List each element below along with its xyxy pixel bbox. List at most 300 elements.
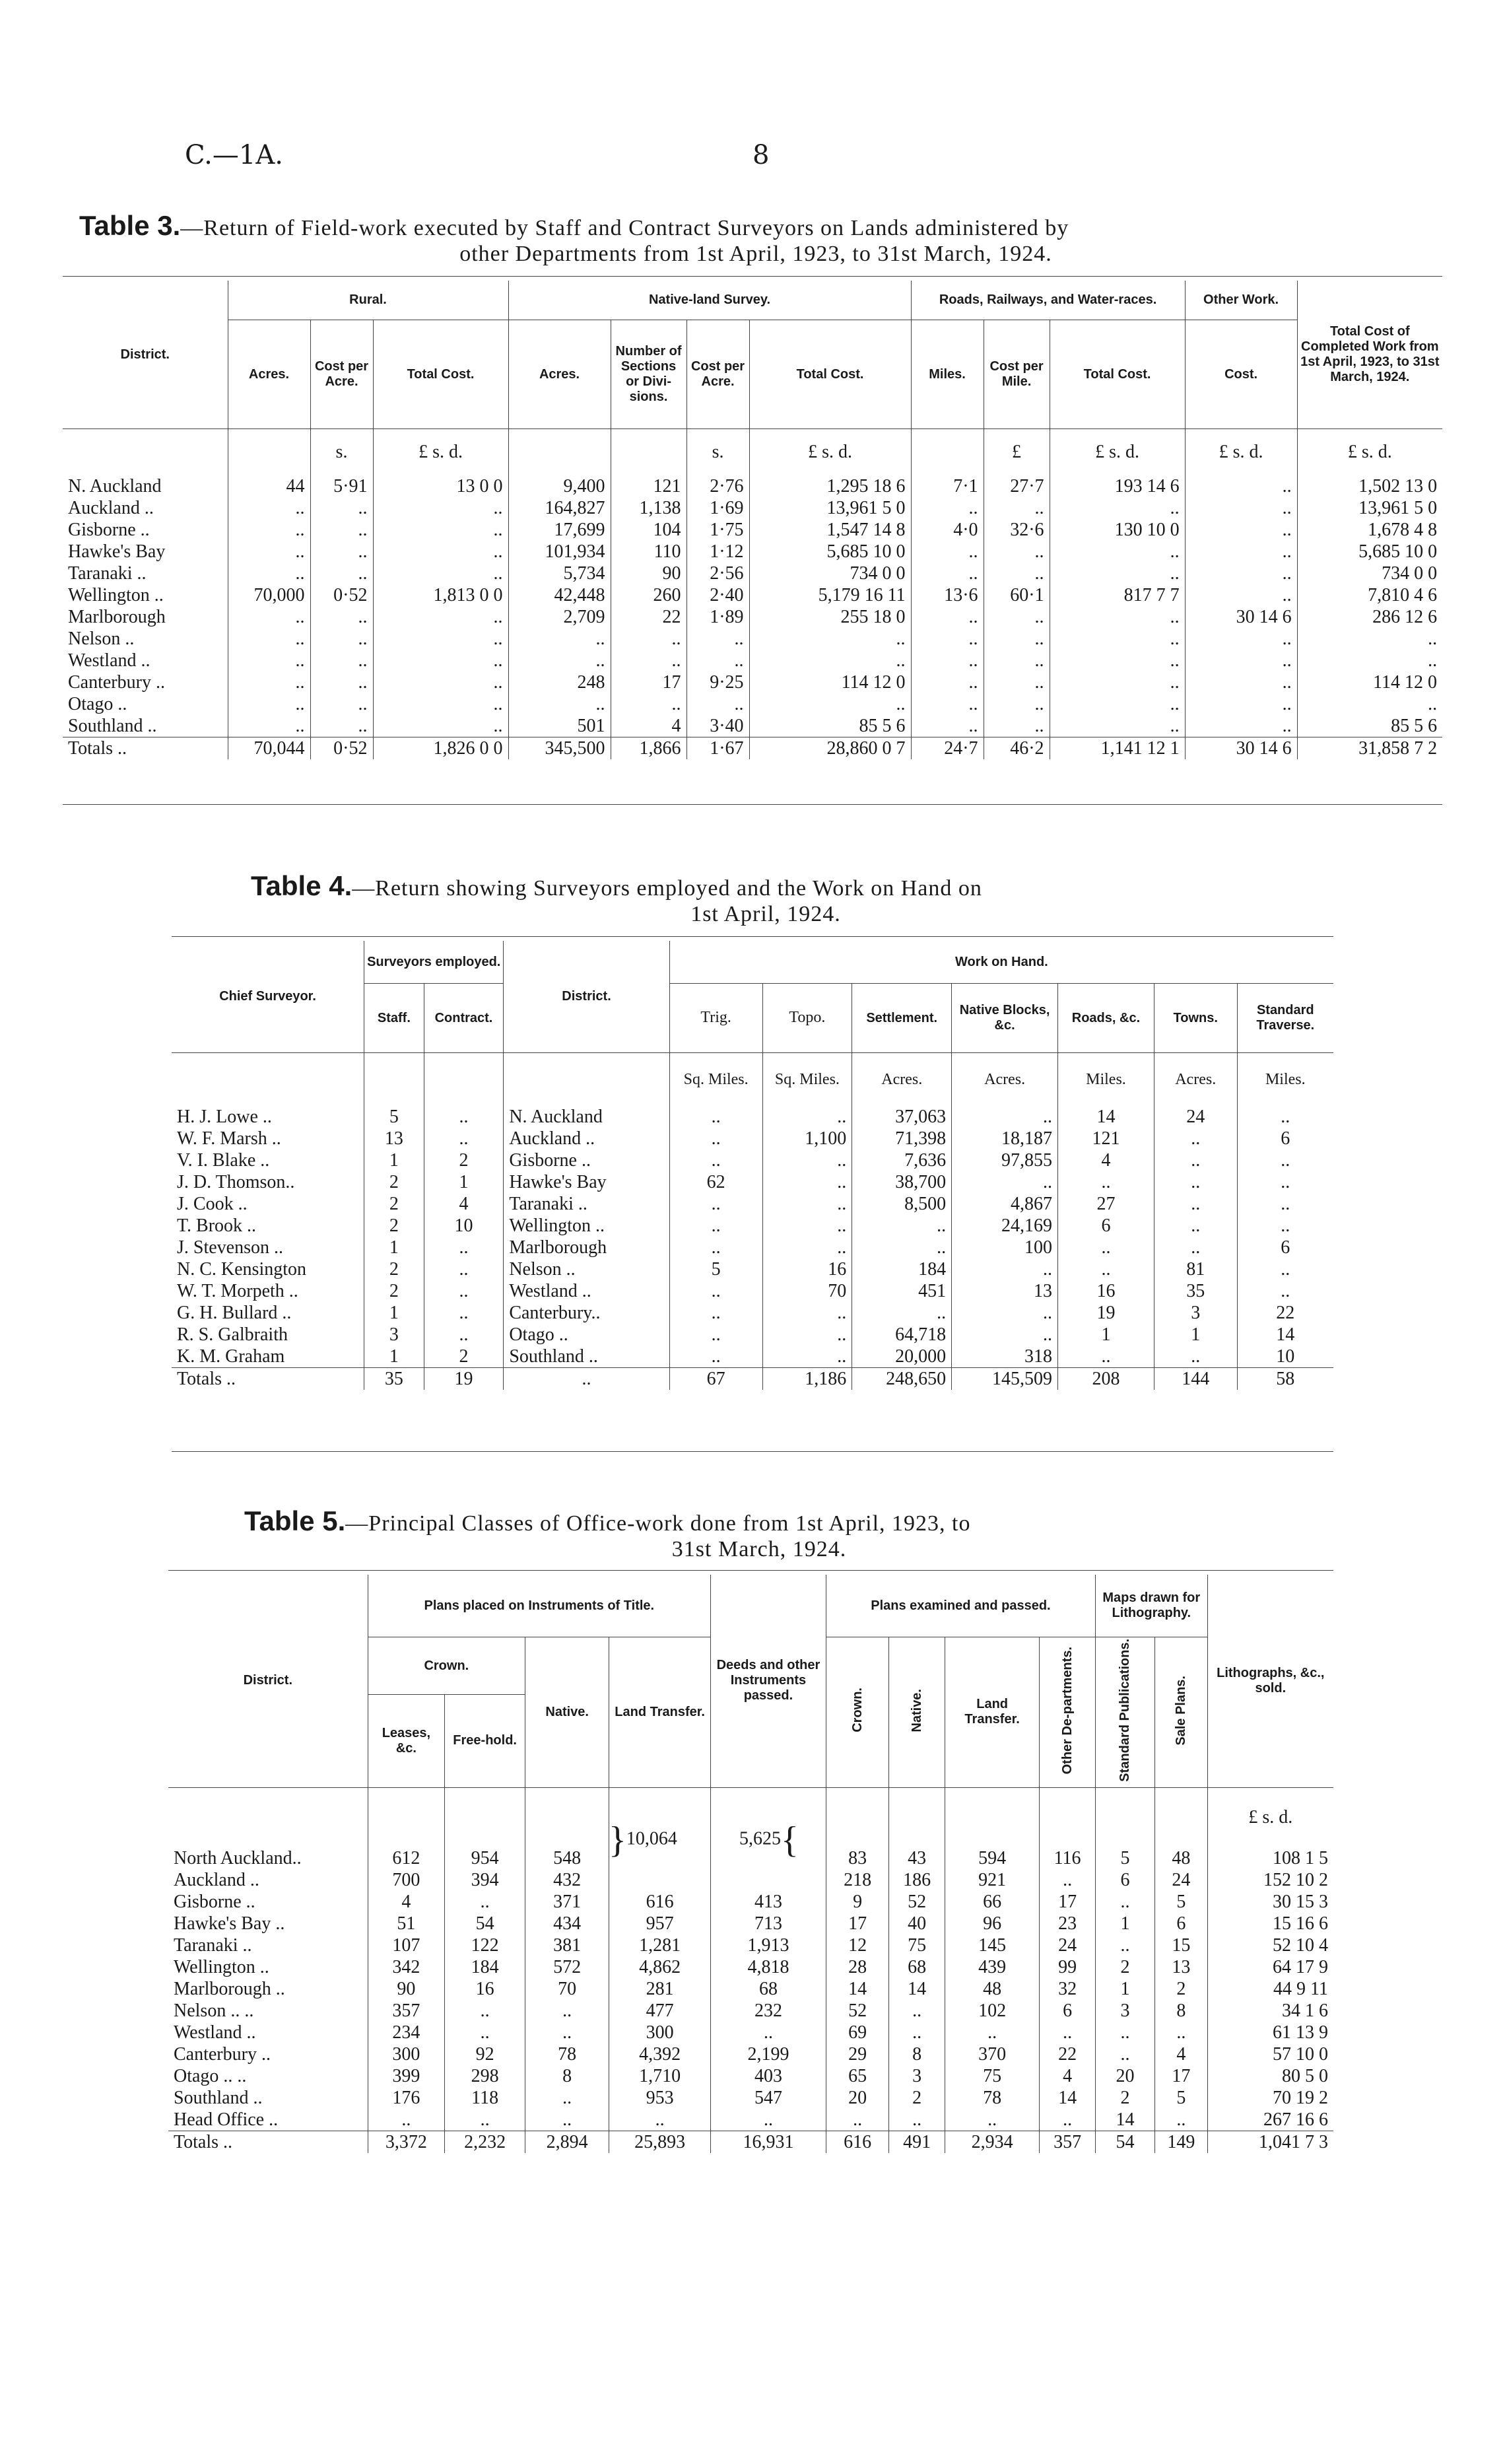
table4-cell: 97,855	[952, 1149, 1058, 1171]
table5-totals-row	[168, 2131, 1333, 2153]
table3-cell: 114 12 0	[749, 671, 911, 693]
table5-cell: 5	[1155, 2087, 1208, 2109]
table5-cell: ..	[525, 2087, 609, 2109]
table3-row	[63, 671, 1442, 693]
table5-cell: 17	[826, 1913, 888, 1934]
table4-cell: 2	[364, 1171, 424, 1193]
table4-cell: ..	[424, 1258, 504, 1280]
table4-cell: 35	[1154, 1280, 1237, 1302]
table3-cell: ..	[984, 671, 1050, 693]
table5-cell: ..	[826, 2109, 888, 2131]
table4-cell: 24,169	[952, 1215, 1058, 1237]
table3-cell: 2·56	[686, 563, 749, 584]
table4-cell: H. J. Lowe ..	[177, 1107, 272, 1127]
table3-cell: ..	[310, 497, 373, 519]
table4-cell: ..	[1154, 1193, 1237, 1215]
table3-cell: ..	[310, 671, 373, 693]
table4-label: Table 4.	[251, 870, 352, 901]
table3-cell: 70,000	[228, 584, 310, 606]
table4-cell: W. F. Marsh ..	[177, 1128, 281, 1149]
table5-cell: 70 19 2	[1207, 2087, 1333, 2109]
table5-cell: 52 10 4	[1207, 1934, 1333, 1956]
table4-cell: 318	[952, 1346, 1058, 1368]
table4-cell: 121	[1058, 1128, 1154, 1149]
t5-header-other-depts: Other De-partments.	[1040, 1637, 1096, 1788]
table4-cell: V. I. Blake ..	[177, 1150, 270, 1171]
t3-header-native: Native-land Survey.	[508, 281, 911, 320]
table4-cell: ..	[1237, 1258, 1333, 1280]
table5-cell: 29	[826, 2043, 888, 2065]
table4-cell: 184	[852, 1258, 952, 1280]
t5-header-standard-pubs: Standard Publications.	[1096, 1637, 1155, 1788]
table3-cell: 5,685 10 0	[749, 541, 911, 563]
table5-cell: 118	[445, 2087, 525, 2109]
table4-cell: ..	[952, 1258, 1058, 1280]
table3-cell: ..	[749, 693, 911, 715]
table3-cell: 286 12 6	[1297, 606, 1442, 628]
table3-cell: ..	[984, 715, 1050, 737]
table3-cell: ..	[1050, 671, 1185, 693]
table4-cell: ..	[952, 1171, 1058, 1193]
table5-cell: 176	[368, 2087, 445, 2109]
table5-cell: ..	[1096, 2043, 1155, 2065]
table5-cell: 2,199	[711, 2043, 826, 2065]
table5-cell: 15	[1155, 1934, 1208, 1956]
table3-row	[63, 584, 1442, 606]
table5-cell: 68	[711, 1978, 826, 2000]
table3-cell: ..	[1185, 628, 1297, 650]
table3-cell: ..	[1185, 650, 1297, 671]
table4-cell: ..	[669, 1237, 762, 1258]
table5-cell: 4	[1155, 2043, 1208, 2065]
table5-cell: 102	[945, 2000, 1040, 2022]
table3-cell: 734 0 0	[749, 563, 911, 584]
table5-cell: ..	[1096, 1891, 1155, 1913]
table4-cell: Westland ..	[504, 1280, 669, 1302]
table5-cell: ..	[889, 2022, 945, 2043]
table3-cell: ..	[984, 693, 1050, 715]
table5-total-cell: 491	[889, 2131, 945, 2153]
table5-cell: 2	[1096, 2087, 1155, 2109]
table3-cell: 121	[611, 475, 686, 497]
table3-cell: ..	[1185, 497, 1297, 519]
table5-cell: 75	[945, 2065, 1040, 2087]
table3-cell: ..	[373, 519, 508, 541]
t3-header-acres: Acres.	[228, 320, 310, 429]
table4-cell: 20,000	[852, 1346, 952, 1368]
t5-header-crown-examined: Crown.	[826, 1637, 888, 1788]
table4-cell: ..	[762, 1215, 852, 1237]
table3-cell: ..	[228, 715, 310, 737]
table4-cell: 81	[1154, 1258, 1237, 1280]
table5-cell: 267 16 6	[1207, 2109, 1333, 2131]
table4-cell: ..	[762, 1106, 852, 1128]
table4-cell: 2	[424, 1346, 504, 1368]
t4-units-row: Sq. Miles. Sq. Miles. Acres. Acres. Miles. Acres. Miles.	[172, 1053, 1333, 1107]
table4-cell: 19	[1058, 1302, 1154, 1324]
table3-cell: 501	[508, 715, 611, 737]
table5-cell: 145	[945, 1934, 1040, 1956]
table4-total-cell: 1,186	[762, 1368, 852, 1390]
table5-cell: 17	[1155, 2065, 1208, 2087]
table4	[172, 941, 1333, 1390]
table5-cell: 4,862	[609, 1956, 711, 1978]
t3-header-native-acres: Acres.	[508, 320, 611, 429]
table3	[63, 281, 1442, 759]
t4-header-chief: Chief Surveyor.	[172, 941, 364, 1053]
t5-header-freehold: Free-hold.	[445, 1695, 525, 1788]
table3-cell: 255 18 0	[749, 606, 911, 628]
table5-cell: 281	[609, 1978, 711, 2000]
table3-cell: ..	[373, 541, 508, 563]
table4-cell: ..	[1154, 1215, 1237, 1237]
t3-header-other-cost: Cost.	[1185, 320, 1297, 429]
table5-cell: ..	[445, 2022, 525, 2043]
table5-cell: ..	[945, 2022, 1040, 2043]
table5-cell: 1,710	[609, 2065, 711, 2087]
table5-cell: 439	[945, 1956, 1040, 1978]
table5-total-cell: 3,372	[368, 2131, 445, 2153]
table5-total-cell: Totals ..	[168, 2131, 368, 2153]
table4-cell: 62	[669, 1171, 762, 1193]
table5-cell: 394	[445, 1869, 525, 1891]
table3-cell: 5,179 16 11	[749, 584, 911, 606]
table3-cell: ..	[911, 606, 984, 628]
table4-cell: 1	[424, 1171, 504, 1193]
table5-cell: 9	[826, 1891, 888, 1913]
table4-cell: 1	[364, 1346, 424, 1368]
t4-header-employed: Surveyors employed.	[364, 941, 504, 984]
table3-title-line2: other Departments from 1st April, 1923, to 31st March, 1924.	[459, 242, 1052, 266]
table3-total-cell: 46·2	[984, 737, 1050, 760]
table5-cell: 23	[1040, 1913, 1096, 1934]
table5-cell: 8	[889, 2043, 945, 2065]
table4-cell: 6	[1058, 1215, 1154, 1237]
table4-cell: J. Stevenson ..	[177, 1237, 283, 1258]
table4-cell: 1	[364, 1302, 424, 1324]
table3-total-cell: 1,866	[611, 737, 686, 760]
table4-cell: 18,187	[952, 1128, 1058, 1149]
t3-header-district: District.	[63, 281, 228, 429]
table4-cell: ..	[1237, 1215, 1333, 1237]
table4-total-cell: 67	[669, 1368, 762, 1390]
table4-cell: 451	[852, 1280, 952, 1302]
table3-cell: Nelson ..	[68, 629, 135, 649]
table3-cell: ..	[984, 628, 1050, 650]
table5-cell: Marlborough ..	[174, 1978, 285, 1999]
table3-row	[63, 497, 1442, 519]
table4-cell: 71,398	[852, 1128, 952, 1149]
table5-cell: 8	[525, 2065, 609, 2087]
table3-cell: ..	[1185, 541, 1297, 563]
table5-cell: 24	[1155, 1869, 1208, 1891]
table5-cell: North Auckland..	[174, 1847, 302, 1868]
table4-cell: 1	[1154, 1324, 1237, 1346]
table4-cell: 16	[1058, 1280, 1154, 1302]
table4-cell: ..	[1237, 1149, 1333, 1171]
table5-cell: 957	[609, 1913, 711, 1934]
table3-cell: 30 14 6	[1185, 606, 1297, 628]
table3-cell: ..	[508, 628, 611, 650]
table3-cell: ..	[911, 650, 984, 671]
table5-cell: ..	[1155, 2109, 1208, 2131]
table3-cell: 164,827	[508, 497, 611, 519]
table4-cell: 14	[1237, 1324, 1333, 1346]
t4-header-contract: Contract.	[424, 984, 504, 1053]
table5-row	[168, 1913, 1333, 1934]
table3-cell: ..	[1050, 693, 1185, 715]
table4-cell: 13	[364, 1128, 424, 1149]
table5-cell: ..	[525, 2022, 609, 2043]
page-number: 8	[752, 140, 770, 170]
table5-cell: 1	[1096, 1913, 1155, 1934]
table5-cell: 20	[826, 2087, 888, 2109]
table5-cell: 80 5 0	[1207, 2065, 1333, 2087]
table3-cell: ..	[911, 497, 984, 519]
table5-cell: 399	[368, 2065, 445, 2087]
t5-header-native-examined: Native.	[889, 1637, 945, 1788]
table3-row	[63, 606, 1442, 628]
table4-row	[172, 1280, 1333, 1302]
table5-cell	[711, 1869, 826, 1891]
table3-cell: ..	[1050, 541, 1185, 563]
table3-cell: ..	[1185, 519, 1297, 541]
table3-cell: ..	[373, 715, 508, 737]
table5-total-cell: 2,934	[945, 2131, 1040, 2153]
table5-cell: 8	[1155, 2000, 1208, 2022]
table5-cell: 403	[711, 2065, 826, 2087]
table5-cell: 122	[445, 1934, 525, 1956]
table5-cell: ..	[945, 2109, 1040, 2131]
table4-cell: 2	[364, 1258, 424, 1280]
table5-cell: 17	[1040, 1891, 1096, 1913]
table5-cell: 68	[889, 1956, 945, 1978]
table3-cell: 817 7 7	[1050, 584, 1185, 606]
table5-cell: ..	[525, 2000, 609, 2022]
table5-cell: Gisborne ..	[174, 1891, 255, 1912]
table3-cell: 1,813 0 0	[373, 584, 508, 606]
table3-cell: ..	[310, 715, 373, 737]
table5-cell: 2	[1096, 1956, 1155, 1978]
table5-cell: 5	[1096, 1847, 1155, 1869]
table4-cell: ..	[669, 1302, 762, 1324]
table4-cell: J. D. Thomson..	[177, 1172, 295, 1192]
table5-cell: 4,818	[711, 1956, 826, 1978]
table4-cell: ..	[424, 1302, 504, 1324]
t5-header-plans-placed: Plans placed on Instruments of Title.	[368, 1575, 710, 1637]
table5-total-cell: 149	[1155, 2131, 1208, 2153]
table4-total-cell: 19	[424, 1368, 504, 1390]
table3-cell: Hawke's Bay	[68, 541, 166, 562]
table4-total-cell: 248,650	[852, 1368, 952, 1390]
table5-cell: 700	[368, 1869, 445, 1891]
table5-cell: Auckland ..	[174, 1869, 259, 1890]
table4-cell: ..	[852, 1237, 952, 1258]
table3-total-cell: 24·7	[911, 737, 984, 760]
t3-header-roads: Roads, Railways, and Water-races.	[911, 281, 1185, 320]
table4-cell: 6	[1237, 1128, 1333, 1149]
table5-cell: 6	[1096, 1869, 1155, 1891]
table3-cell: 3·40	[686, 715, 749, 737]
table3-cell: 114 12 0	[1297, 671, 1442, 693]
table4-cell: G. H. Bullard ..	[177, 1303, 292, 1323]
table3-caption	[79, 210, 1432, 267]
table4-cell: 2	[364, 1215, 424, 1237]
table3-label: Table 3.	[79, 210, 181, 241]
t5-header-sale-plans: Sale Plans.	[1155, 1637, 1208, 1788]
table5-cell: Canterbury ..	[174, 2043, 271, 2065]
t3-header-native-total-cost: Total Cost.	[749, 320, 911, 429]
table5-cell: ..	[1096, 1934, 1155, 1956]
table3-cell: ..	[373, 563, 508, 584]
table3-cell: 260	[611, 584, 686, 606]
t4-header-settlement: Settlement.	[852, 984, 952, 1053]
t5-header-land-transfer: Land Transfer.	[609, 1637, 711, 1788]
table5-cell: Nelson .. ..	[174, 2000, 254, 2021]
table3-cell: 27·7	[984, 475, 1050, 497]
table4-total-cell: 144	[1154, 1368, 1237, 1390]
table4-cell: 1,100	[762, 1128, 852, 1149]
table4-cell: ..	[1154, 1149, 1237, 1171]
table3-cell: 1,502 13 0	[1297, 475, 1442, 497]
table3-cell: ..	[1185, 671, 1297, 693]
table5-cell: ..	[1096, 2022, 1155, 2043]
table4-cell: 10	[424, 1215, 504, 1237]
table3-totals-row	[63, 737, 1442, 760]
table5-cell: 3	[889, 2065, 945, 2087]
table4-cell: K. M. Graham	[177, 1346, 285, 1367]
table5-cell: ..	[368, 2109, 445, 2131]
table5-cell: 186	[889, 1869, 945, 1891]
table5-cell: 54	[445, 1913, 525, 1934]
table5-cell: 612	[368, 1847, 445, 1869]
table3-cell: ..	[611, 693, 686, 715]
table4-row	[172, 1193, 1333, 1215]
t4-header-staff: Staff.	[364, 984, 424, 1053]
table3-cell: Gisborne ..	[68, 520, 150, 540]
table4-cell: 2	[424, 1149, 504, 1171]
table4-row	[172, 1237, 1333, 1258]
table5-cell: 298	[445, 2065, 525, 2087]
table4-cell: ..	[424, 1324, 504, 1346]
t4-header-roads: Roads, &c.	[1058, 984, 1154, 1053]
table5-cell: ..	[711, 2109, 826, 2131]
table4-cell: ..	[762, 1324, 852, 1346]
table5-cell: 51	[368, 1913, 445, 1934]
table3-cell: 1·75	[686, 519, 749, 541]
table3-cell: ..	[228, 650, 310, 671]
table3-cell: 1,547 14 8	[749, 519, 911, 541]
table5-row	[168, 2109, 1333, 2131]
table3-cell: 1·69	[686, 497, 749, 519]
table5-cell: 52	[889, 1891, 945, 1913]
table5-cell: 152 10 2	[1207, 1869, 1333, 1891]
table3-cell: ..	[228, 671, 310, 693]
table5-cell: 16	[445, 1978, 525, 2000]
table5-cell: 30 15 3	[1207, 1891, 1333, 1913]
table3-cell: ..	[1185, 563, 1297, 584]
t3-header-total-cost: Total Cost.	[373, 320, 508, 429]
table5-row	[168, 1869, 1333, 1891]
table5-cell: 300	[609, 2022, 711, 2043]
table4-cell: ..	[1058, 1237, 1154, 1258]
table4-cell: ..	[669, 1149, 762, 1171]
table5-row	[168, 2043, 1333, 2065]
table5-cell: 713	[711, 1913, 826, 1934]
t4-header-towns: Towns.	[1154, 984, 1237, 1053]
t4-header-work: Work on Hand.	[669, 941, 1333, 984]
table3-cell: ..	[228, 628, 310, 650]
table5-cell: 108 1 5	[1207, 1847, 1333, 1869]
table3-cell: Canterbury ..	[68, 672, 165, 693]
table5	[168, 1575, 1333, 2153]
table4-caption	[251, 870, 1281, 927]
table4-cell: T. Brook ..	[177, 1215, 257, 1236]
table3-total-cell: Totals ..	[63, 737, 228, 760]
table3-cell: ..	[373, 497, 508, 519]
table4-cell: ..	[669, 1280, 762, 1302]
table5-cell: Otago .. ..	[174, 2065, 247, 2086]
table5-cell: 83	[826, 1847, 888, 1869]
table5-cell: 14	[1096, 2109, 1155, 2131]
table3-cell: 13,961 5 0	[1297, 497, 1442, 519]
table3-cell: ..	[611, 628, 686, 650]
table3-cell: 104	[611, 519, 686, 541]
table4-cell: 14	[1058, 1106, 1154, 1128]
table4-cell: Nelson ..	[504, 1258, 669, 1280]
table3-cell: ..	[1050, 715, 1185, 737]
table5-cell: ..	[445, 2000, 525, 2022]
table5-cell: ..	[609, 2109, 711, 2131]
table3-cell: 9·25	[686, 671, 749, 693]
table4-cell: Canterbury..	[504, 1302, 669, 1324]
table5-cell: 65	[826, 2065, 888, 2087]
table3-cell: Auckland ..	[68, 498, 154, 518]
table5-cell: 20	[1096, 2065, 1155, 2087]
table3-cell: ..	[749, 650, 911, 671]
table5-cell: ..	[711, 2022, 826, 2043]
table5-cell: 1,281	[609, 1934, 711, 1956]
table4-cell: 27	[1058, 1193, 1154, 1215]
table3-cell: ..	[310, 693, 373, 715]
table3-cell: ..	[1050, 497, 1185, 519]
table4-cell: ..	[762, 1346, 852, 1368]
table4-cell: ..	[424, 1237, 504, 1258]
table5-cell: 43	[889, 1847, 945, 1869]
table5-total-cell: 25,893	[609, 2131, 711, 2153]
table4-cell: 38,700	[852, 1171, 952, 1193]
table4-row	[172, 1346, 1333, 1368]
table3-cell: ..	[911, 541, 984, 563]
table5-cell: 232	[711, 2000, 826, 2022]
table5-cell: Head Office ..	[174, 2109, 279, 2130]
table3-row	[63, 563, 1442, 584]
table3-cell: 42,448	[508, 584, 611, 606]
table3-cell: 734 0 0	[1297, 563, 1442, 584]
table4-cell: ..	[1237, 1106, 1333, 1128]
table3-cell: 17	[611, 671, 686, 693]
table3-cell: 2,709	[508, 606, 611, 628]
table5-cell: 64 17 9	[1207, 1956, 1333, 1978]
table3-cell: 5,734	[508, 563, 611, 584]
table4-cell: ..	[852, 1215, 952, 1237]
table4-cell: Marlborough	[504, 1237, 669, 1258]
table3-cell: 7,810 4 6	[1297, 584, 1442, 606]
table5-cell: 218	[826, 1869, 888, 1891]
table3-cell: 101,934	[508, 541, 611, 563]
table3-cell: ..	[1050, 650, 1185, 671]
table3-total-cell: 31,858 7 2	[1297, 737, 1442, 760]
